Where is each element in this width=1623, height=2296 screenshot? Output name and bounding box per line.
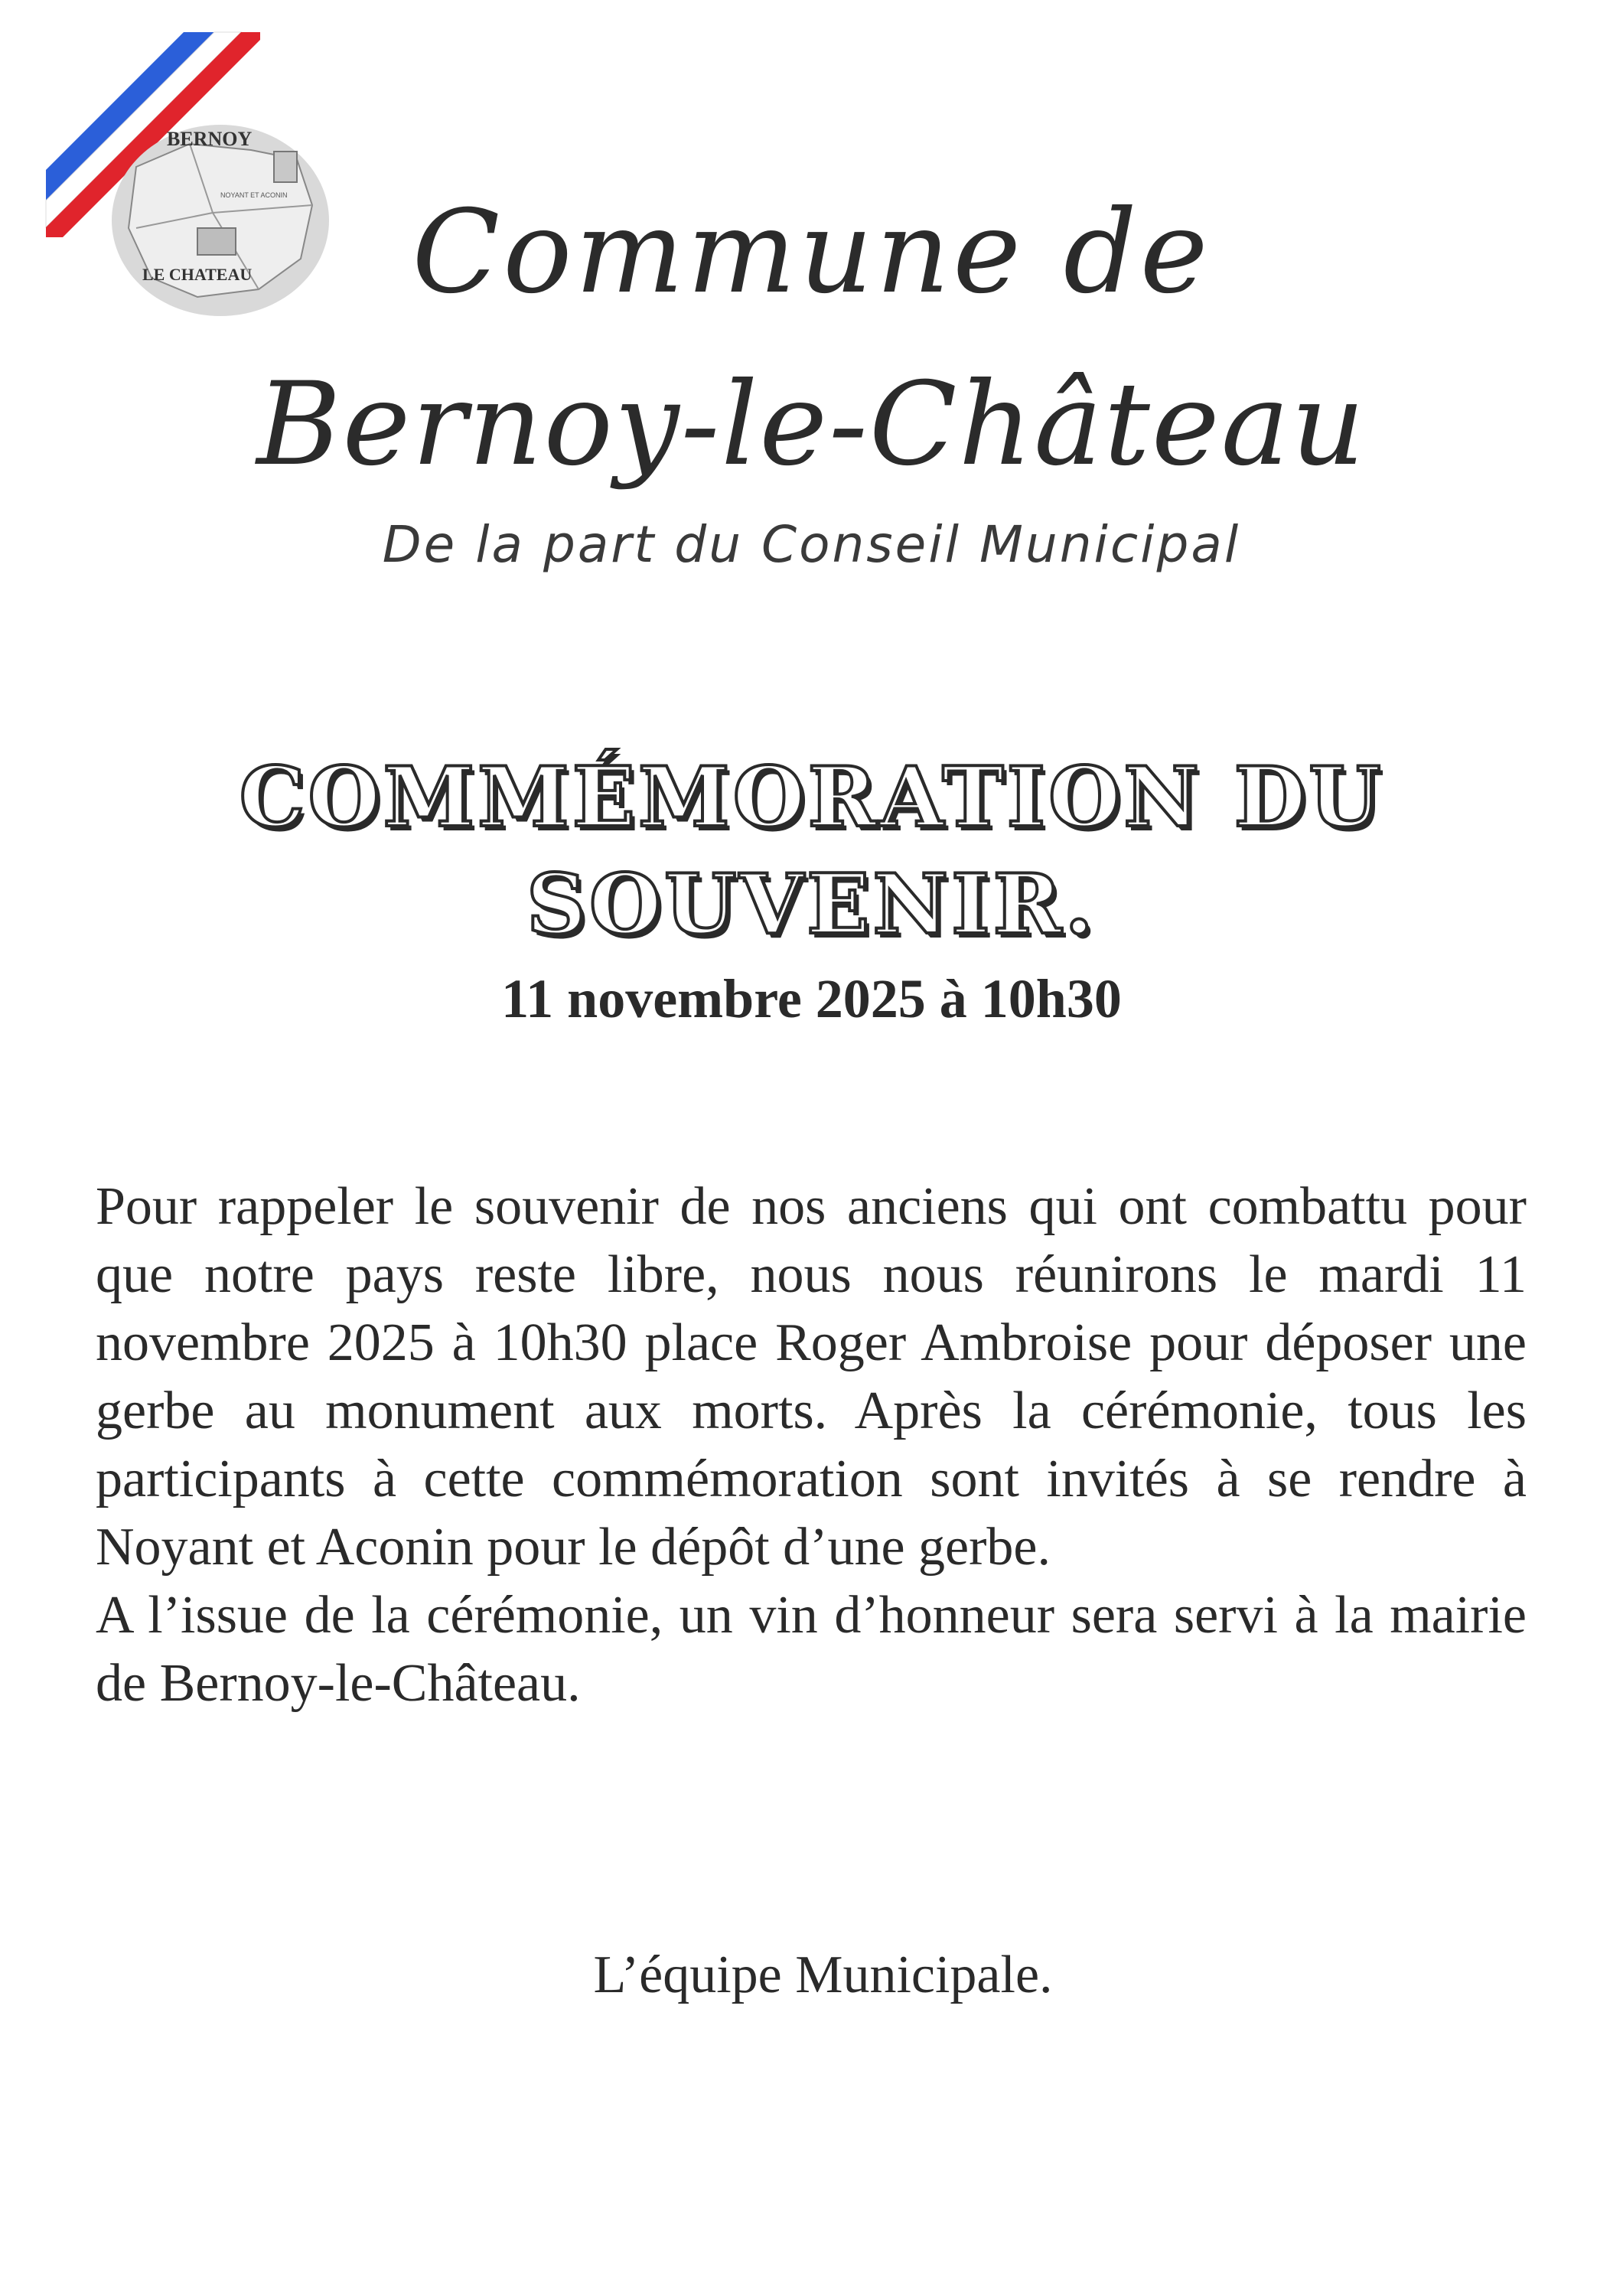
conseil-subtitle: De la part du Conseil Municipal (382, 515, 1241, 574)
commune-heading-text: Commune de (412, 186, 1211, 319)
logo-top-text: BERNOY (167, 128, 253, 150)
logo-bottom-text: LE CHATEAU (142, 265, 253, 284)
body-paragraph-2: A l’issue de la cérémonie, un vin d’honneur sera servi à la mairie de Bernoy-le-Château. (96, 1586, 1527, 1713)
event-title-line1: COMMÉMORATION DU (239, 749, 1384, 846)
logo-map-label: NOYANT ET ACONIN (220, 191, 288, 199)
event-datetime: 11 novembre 2025 à 10h30 (501, 968, 1122, 1029)
signature: L’équipe Municipale. (593, 1945, 1053, 2004)
announcement-body (96, 1172, 1527, 1717)
event-title-line2: SOUVENIR. (526, 856, 1097, 953)
body-paragraph-1: Pour rappeler le souvenir de nos anciens qui ont combattu pour que notre pays reste libre, nous nous réunirons le mardi 11 novembre 2025 à 10h30 place Roger Ambroise pour déposer une gerbe au monument aux morts. Après la cérémonie, tous les participants à cette commémoration sont invités à se rendre à Noyant et Aconin pour le dépôt d’une gerbe. (96, 1177, 1527, 1577)
commune-name: Bernoy-le-Château (256, 358, 1367, 491)
commune-heading (0, 188, 1623, 318)
